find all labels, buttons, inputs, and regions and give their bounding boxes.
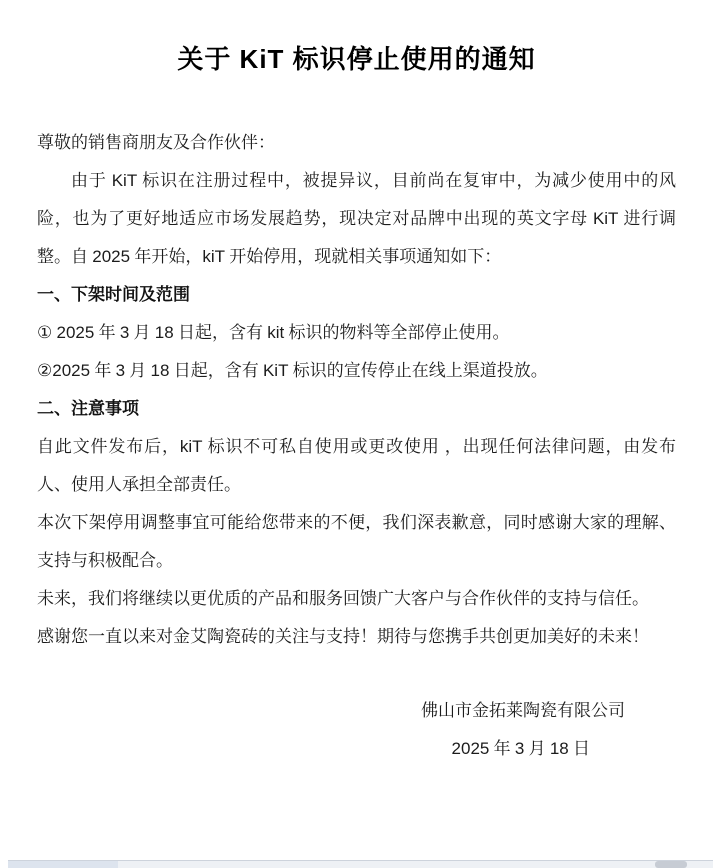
section2-heading: 二、注意事项 [37, 399, 139, 418]
closing-paragraph-1: 未来，我们将继续以更优质的产品和服务回馈广大客户与合作伙伴的支持与信任。 [37, 589, 649, 608]
document-title: 关于 KiT 标识停止使用的通知 [177, 44, 536, 74]
signature-block [37, 692, 676, 768]
horizontal-scrollbar[interactable] [8, 860, 713, 868]
scrollbar-highlight-segment [8, 861, 118, 868]
closing-paragraph-2: 感谢您一直以来对金艾陶瓷砖的关注与支持！期待与您携手共创更加美好的未来！ [37, 627, 649, 646]
scrollbar-thumb[interactable] [655, 861, 687, 868]
section1-item-2: ②2025 年 3 月 18 日起，含有 KiT 标识的宣传停止在线上渠道投放。 [37, 361, 548, 380]
section2-paragraph-2: 本次下架停用调整事宜可能给您带来的不便，我们深表歉意，同时感谢大家的理解、支持与积极配合。 [37, 513, 676, 570]
section1-heading: 一、下架时间及范围 [37, 285, 190, 304]
intro-paragraph: 由于 KiT 标识在注册过程中，被提异议，目前尚在复审中，为减少使用中的风险，也为了更好地适应市场发展趋势，现决定对品牌中出现的英文字母 KiT 进行调整。自 2025 年开始，kiT 开始停用，现就相关事项通知如下： [37, 171, 677, 266]
signature-company: 佛山市金拓莱陶瓷有限公司 [421, 701, 625, 720]
section1-item-1: ① 2025 年 3 月 18 日起，含有 kit 标识的物料等全部停止使用。 [37, 323, 510, 342]
signature-date: 2025 年 3 月 18 日 [451, 739, 590, 758]
salutation: 尊敬的销售商朋友及合作伙伴： [37, 133, 275, 152]
section2-paragraph-1: 自此文件发布后，kiT 标识不可私自使用或更改使用 ，出现任何法律问题，由发布人、使用人承担全部责任。 [37, 437, 677, 494]
